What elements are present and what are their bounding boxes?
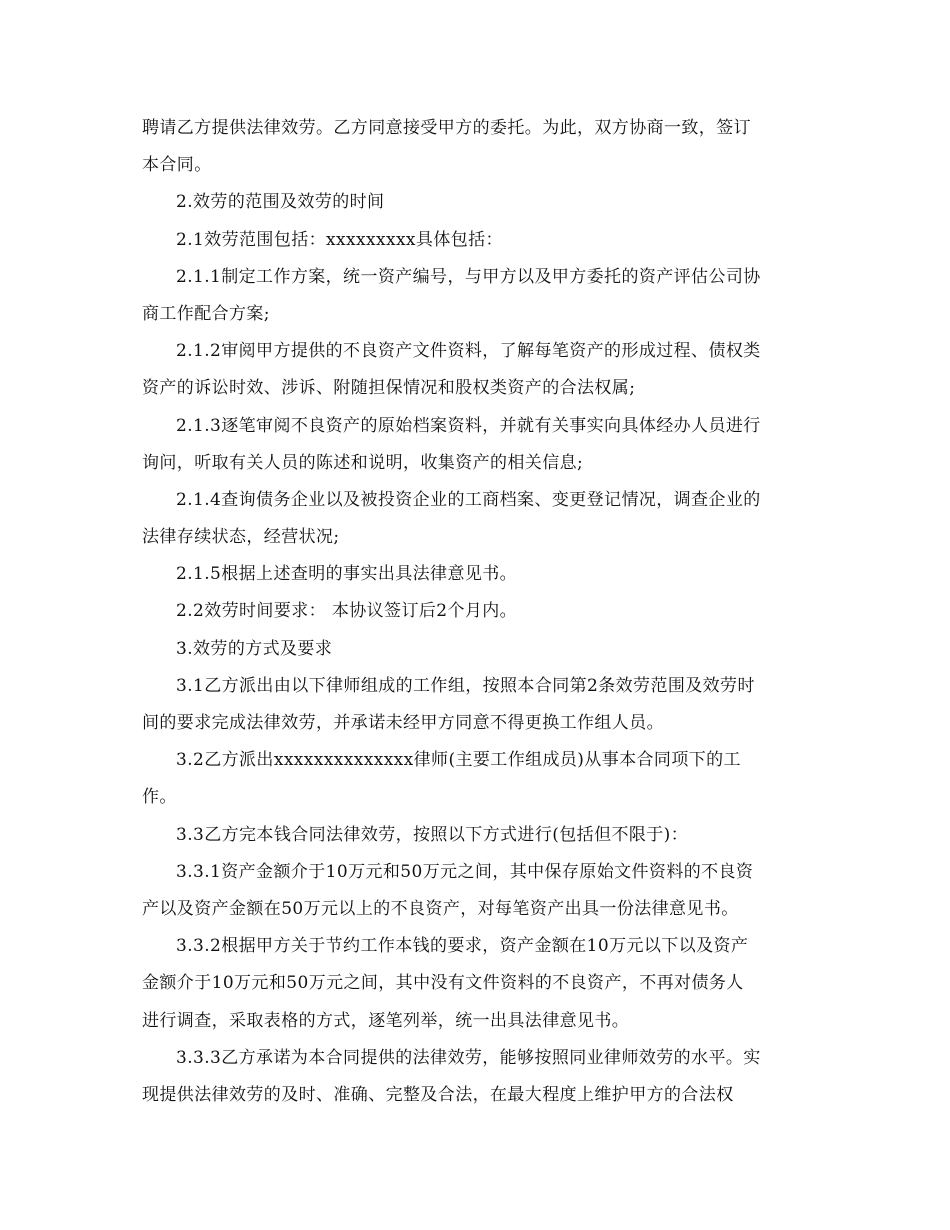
section-heading: 3.效劳的方式及要求 (176, 638, 333, 659)
text-line: 2.1效劳范围包括：xxxxxxxxx具体包括： (176, 229, 503, 250)
text-line: 法律存续状态，经营状况; (142, 527, 340, 548)
text-line: 商工作配合方案; (142, 303, 270, 324)
section-heading: 2.效劳的范围及效劳的时间 (176, 192, 385, 213)
text-line: 本合同。 (142, 155, 212, 176)
text-line: 2.1.1制定工作方案，统一资产编号，与甲方以及甲方委托的资产评估公司协 (176, 266, 761, 287)
text-line: 3.3乙方完本钱合同法律效劳，按照以下方式进行(包括但不限于)： (176, 824, 689, 845)
text-line: 间的要求完成法律效劳，并承诺未经甲方同意不得更换工作组人员。 (142, 713, 664, 733)
text-line: 3.3.3乙方承诺为本合同提供的法律效劳，能够按照同业律师效劳的水平。实 (176, 1047, 761, 1068)
text-line: 2.1.4查询债务企业以及被投资企业的工商档案、变更登记情况，调查企业的 (176, 489, 761, 510)
document-body (142, 110, 812, 1114)
text-line: 现提供法律效劳的及时、准确、完整及合法，在最大程度上维护甲方的合法权 (142, 1084, 734, 1105)
text-line: 2.1.2审阅甲方提供的不良资产文件资料，了解每笔资产的形成过程、债权类 (176, 341, 761, 362)
text-line: 3.2乙方派出xxxxxxxxxxxxxx律师(主要工作组成员)从事本合同项下的工 (176, 750, 741, 771)
text-line: 2.2效劳时间要求： 本协议签订后2个月内。 (176, 601, 518, 622)
text-line: 2.1.5根据上述查明的事实出具法律意见书。 (176, 564, 518, 585)
text-line: 3.3.1资产金额介于10万元和50万元之间，其中保存原始文件资料的不良资 (176, 861, 754, 882)
text-line: 询问，听取有关人员的陈述和说明，收集资产的相关信息; (142, 452, 584, 473)
text-line: 聘请乙方提供法律效劳。乙方同意接受甲方的委托。为此，双方协商一致，签订 (142, 118, 751, 138)
text-line: 3.1乙方派出由以下律师组成的工作组，按照本合同第2条效劳范围及效劳时 (176, 675, 755, 696)
text-line: 2.1.3逐笔审阅不良资产的原始档案资料，并就有关事实向具体经办人员进行 (176, 415, 761, 436)
text-line: 作。 (142, 787, 177, 808)
text-line: 产以及资产金额在50万元以上的不良资产，对每笔资产出具一份法律意见书。 (142, 898, 739, 919)
text-line: 金额介于10万元和50万元之间，其中没有文件资料的不良资产，不再对债务人 (142, 973, 744, 994)
text-line: 进行调查，采取表格的方式，逐笔列举，统一出具法律意见书。 (142, 1010, 630, 1031)
text-line: 资产的诉讼时效、涉诉、附随担保情况和股权类资产的合法权属; (142, 378, 636, 399)
text-line: 3.3.2根据甲方关于节约工作本钱的要求，资产金额在10万元以下以及资产 (176, 936, 749, 957)
